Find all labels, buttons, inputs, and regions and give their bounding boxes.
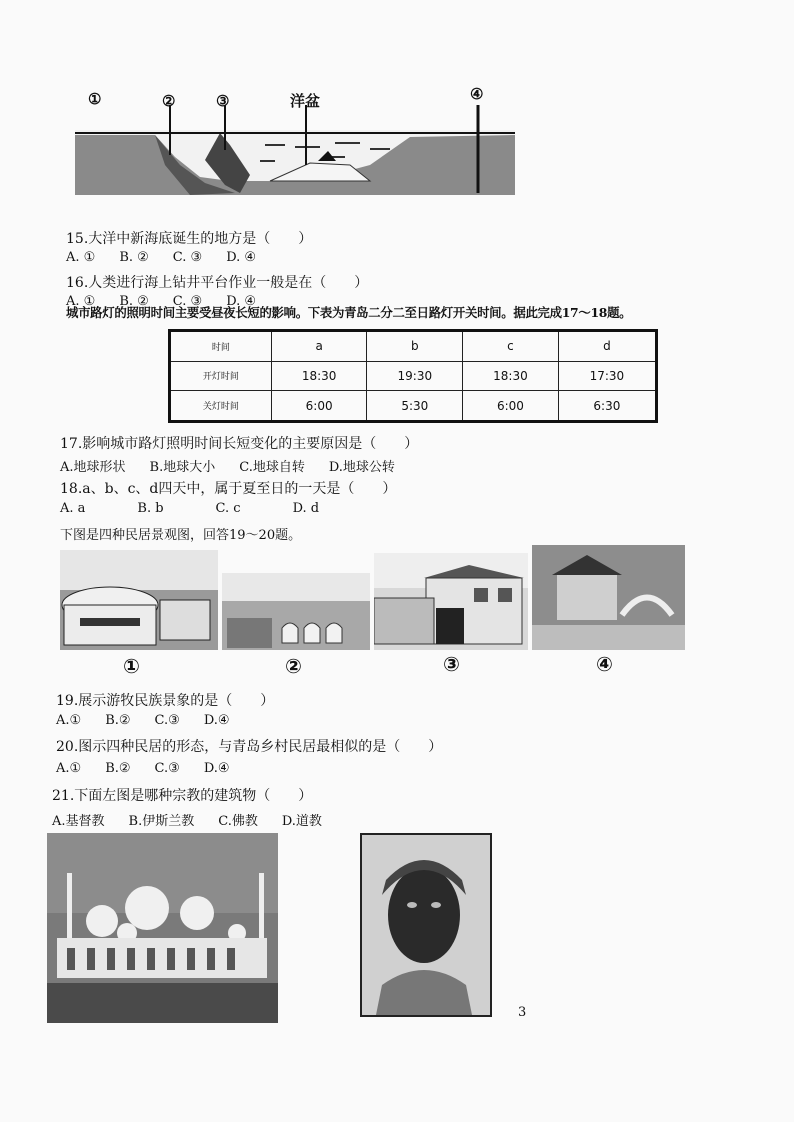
option[interactable]: A.地球形状 <box>60 460 126 475</box>
option[interactable]: A.基督教 <box>52 814 105 829</box>
option[interactable]: C. c <box>215 501 241 516</box>
option[interactable]: D. ④ <box>226 294 257 309</box>
house-label-2: ② <box>285 654 302 678</box>
question-16: 16.人类进行海上钻井平台作业一般是在（ ） <box>66 275 369 291</box>
water-town-photo <box>532 545 685 650</box>
option[interactable]: C. ③ <box>172 250 203 265</box>
table-cell: 5:30 <box>367 391 463 422</box>
question-19: 19.展示游牧民族景象的是（ ） <box>56 693 275 709</box>
farmhouse-photo <box>374 553 528 650</box>
diagram-label-2: ② <box>162 92 176 110</box>
table-cell: 19:30 <box>367 361 463 390</box>
question-17-options <box>60 456 419 475</box>
table-cell: 6:00 <box>271 391 367 422</box>
question-20-options <box>56 761 254 776</box>
table-header-cell: a <box>271 331 367 362</box>
question-18-options <box>60 501 343 516</box>
option[interactable]: A. ① <box>66 294 96 309</box>
option[interactable]: B. ② <box>119 250 149 265</box>
mosque-photo <box>47 833 278 1023</box>
table-header-cell: b <box>367 331 463 362</box>
question-19-options <box>56 713 254 728</box>
table-header-cell: d <box>558 331 656 362</box>
option[interactable]: A. a <box>60 501 86 516</box>
table-cell: 开灯时间 <box>170 361 272 390</box>
diagram-label-1: ① <box>88 90 102 108</box>
table-header-row <box>170 331 657 362</box>
table-cell: 6:00 <box>463 391 559 422</box>
streetlight-table <box>168 329 658 423</box>
house-label-4: ④ <box>596 652 613 676</box>
intro-19-20: 下图是四种民居景观图，回答19～20题。 <box>60 528 302 543</box>
option[interactable]: C.地球自转 <box>239 460 305 475</box>
option[interactable]: B. ② <box>119 294 149 309</box>
question-21: 21.下面左图是哪种宗教的建筑物（ ） <box>52 788 313 804</box>
option[interactable]: A.① <box>56 713 82 728</box>
question-20: 20.图示四种民居的形态，与青岛乡村民居最相似的是（ ） <box>56 739 443 755</box>
option[interactable]: B.② <box>105 761 131 776</box>
table-row <box>170 361 657 390</box>
question-18: 18.a、b、c、d四天中，属于夏至日的一天是（ ） <box>60 481 397 497</box>
table-cell: 18:30 <box>463 361 559 390</box>
option[interactable]: B.地球大小 <box>149 460 216 475</box>
table-cell: 18:30 <box>271 361 367 390</box>
page-number: 3 <box>518 1005 527 1020</box>
question-15-options <box>66 250 280 265</box>
option[interactable]: C.佛教 <box>218 814 258 829</box>
option[interactable]: D. d <box>292 501 320 516</box>
option[interactable]: C.③ <box>154 713 180 728</box>
question-17: 17.影响城市路灯照明时间长短变化的主要原因是（ ） <box>60 436 419 452</box>
table-row <box>170 391 657 422</box>
option[interactable]: D.④ <box>203 713 230 728</box>
option[interactable]: A.① <box>56 761 82 776</box>
table-cell: 17:30 <box>558 361 656 390</box>
table-header-cell: c <box>463 331 559 362</box>
portrait-photo <box>360 833 492 1017</box>
table-cell: 6:30 <box>558 391 656 422</box>
option[interactable]: C.③ <box>154 761 180 776</box>
question-15: 15.大洋中新海底诞生的地方是（ ） <box>66 231 313 247</box>
option[interactable]: D.④ <box>203 761 230 776</box>
option[interactable]: B.伊斯兰教 <box>128 814 195 829</box>
option[interactable]: D.道教 <box>281 814 322 829</box>
option[interactable]: D.地球公转 <box>328 460 395 475</box>
option[interactable]: D. ④ <box>226 250 257 265</box>
diagram-label-basin: 洋盆 <box>290 92 321 110</box>
intro-17-18: 城市路灯的照明时间主要受昼夜长短的影响。下表为青岛二分二至日路灯开关时间。据此完成17～18题。 <box>66 305 632 320</box>
cave-dwelling-photo <box>222 573 370 650</box>
table-header-cell: 时间 <box>170 331 272 362</box>
diagram-label-4: ④ <box>470 85 484 103</box>
table-cell: 关灯时间 <box>170 391 272 422</box>
house-label-1: ① <box>123 654 140 678</box>
question-21-options <box>52 810 346 829</box>
option[interactable]: C. ③ <box>172 294 203 309</box>
house-label-3: ③ <box>443 652 460 676</box>
option[interactable]: B. b <box>137 501 164 516</box>
diagram-label-3: ③ <box>216 92 230 110</box>
option[interactable]: B.② <box>105 713 131 728</box>
option[interactable]: A. ① <box>66 250 96 265</box>
yurt-photo <box>60 550 218 650</box>
